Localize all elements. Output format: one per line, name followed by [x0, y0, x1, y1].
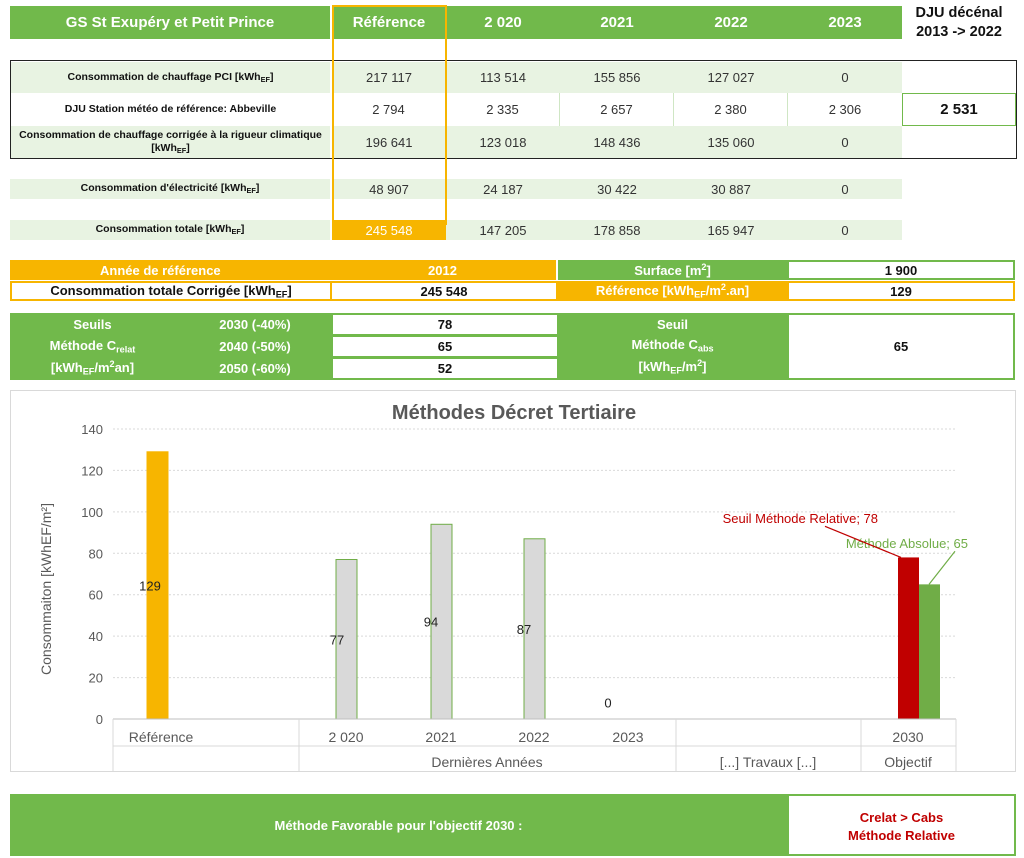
corrigee-2022: 135 060: [674, 126, 788, 158]
reference-label: Référence $[kWh_{EF}/m^2.an]$: [558, 281, 787, 301]
totale-2021: 178 858: [560, 220, 674, 240]
conso-corrigee-label: Consommation totale Corrigée [kWh$_{EF}$]: [10, 281, 332, 301]
year-2040: 2040 (-50%): [219, 339, 291, 354]
corrigee-ref: 196 641: [332, 126, 446, 158]
label-2023: 0: [604, 695, 612, 711]
year-2030: 2030 (-40%): [219, 317, 291, 332]
seuil-absolu-value: 65: [787, 313, 1015, 380]
reference-value: 129: [787, 281, 1015, 301]
row-label-dju: DJU Station météo de référence: Abbeville: [64, 102, 277, 115]
row-label-corrigee: Consommation de chauffage corrigée à la rigueur climatique [kWh$_{EF}$]: [11, 126, 330, 158]
seuil-2030-value: 78: [333, 315, 557, 334]
site-title: GS St Exupéry et Petit Prince: [10, 6, 330, 39]
label-reference: 129: [139, 578, 161, 594]
electricite-2023: 0: [788, 179, 902, 199]
methode-crelat-label: Méthode $C_{relat}$: [49, 338, 136, 355]
dju-2020: 2 335: [446, 93, 560, 126]
seuils-label: Seuils: [73, 317, 112, 332]
annee-reference-label: Année de référence: [100, 262, 221, 278]
seuil-2040-value: 65: [333, 337, 557, 356]
label-2021: 94: [423, 614, 439, 630]
surface-value: 1 900: [787, 260, 1015, 280]
label-2022: 87: [516, 621, 532, 637]
bar-seuil-relative: [898, 557, 919, 719]
dju-decennal-value: 2 531: [902, 93, 1016, 126]
row-label-chauffage: Consommation de chauffage PCI [kWh$_{EF}$]: [11, 62, 330, 93]
y-tick-label: 0: [95, 712, 103, 727]
x-group-label: [...] Travaux [...]: [719, 754, 817, 770]
y-tick-label: 120: [81, 463, 103, 479]
surface-label: Surface $[m^2]$: [558, 260, 787, 280]
col-2020: 2 020: [446, 6, 560, 39]
unit-label: $[kWh_{EF}/m^2an]$: [50, 359, 135, 377]
annee-reference-value: 2012: [428, 262, 457, 278]
row-label-electricite: Consommation d'électricité [kWh$_{EF}$]: [10, 179, 330, 199]
seuils-values-panel: [332, 313, 558, 380]
x-group-label: Dernières Années: [431, 754, 543, 770]
cabs-unit-label: $[kWh_{EF}/m^2]$: [638, 358, 707, 376]
chart: [11, 391, 1017, 773]
seuil-absolu-panel: [558, 313, 787, 380]
totale-2022: 165 947: [674, 220, 788, 240]
label-absolue: Méthode Absolue; 65: [845, 535, 968, 551]
chauffage-ref: 217 117: [332, 62, 446, 93]
bar-methode-absolue: [919, 584, 940, 719]
dju-decennal-header: DJU décénal 2013 -> 2022: [915, 5, 1003, 40]
methode-cabs-label: Méthode $C_{abs}$: [631, 337, 714, 354]
seuil-label: Seuil: [656, 317, 689, 332]
x-tick-label: 2022: [518, 729, 550, 745]
corrigee-2020: 123 018: [446, 126, 560, 158]
label-2020: 77: [329, 632, 345, 648]
totale-ref: 245 548: [332, 220, 446, 240]
col-2022: 2022: [674, 6, 788, 39]
y-tick-label: 140: [81, 422, 103, 437]
x-tick-label: 2021: [425, 729, 457, 745]
x-tick-label: 2 020: [328, 729, 364, 745]
chart-title: Méthodes Décret Tertiaire: [391, 402, 637, 424]
reference-column-highlight: [332, 5, 447, 225]
row-label-totale: Consommation totale [kWh$_{EF}$]: [10, 220, 330, 240]
label-relative: Seuil Méthode Relative; 78: [722, 511, 878, 527]
year-2050: 2050 (-60%): [219, 361, 291, 376]
footer-result: [787, 794, 1016, 856]
col-2021: 2021: [560, 6, 674, 39]
dju-2023: 2 306: [828, 102, 862, 117]
x-tick-label: Référence: [128, 729, 194, 745]
dju-2021: 2 657: [560, 93, 674, 126]
chart-ylabel: Consommaiton [kWhEF/m²]: [38, 503, 54, 675]
chauffage-2021: 155 856: [560, 62, 674, 93]
footer-label: Méthode Favorable pour l'objectif 2030 :: [10, 794, 787, 856]
chart-frame: [10, 390, 1016, 772]
x-tick-label: 2030: [892, 729, 924, 745]
y-tick-label: 60: [88, 587, 103, 603]
x-tick-label: 2023: [612, 729, 644, 745]
totale-2020: 147 205: [446, 220, 560, 240]
electricite-2021: 30 422: [560, 179, 674, 199]
electricite-ref: 48 907: [332, 179, 446, 199]
seuil-2050-value: 52: [333, 359, 557, 378]
totale-2023: 0: [788, 220, 902, 240]
leader-absolue: [929, 551, 955, 584]
y-tick-label: 20: [88, 670, 103, 686]
x-group-label: Objectif: [884, 754, 932, 770]
chauffage-2023: 0: [788, 62, 902, 93]
footer-result-line1: Crelat > Cabs: [859, 810, 944, 825]
col-2023: 2023: [788, 6, 902, 39]
y-tick-label: 40: [88, 629, 103, 645]
electricite-2020: 24 187: [446, 179, 560, 199]
chauffage-2020: 113 514: [446, 62, 560, 93]
chauffage-2022: 127 027: [674, 62, 788, 93]
corrigee-2021: 148 436: [560, 126, 674, 158]
dju-2022: 2 380: [674, 93, 788, 126]
col-reference: Référence: [332, 6, 446, 39]
footer-result-line2: Méthode Relative: [848, 828, 955, 843]
electricite-2022: 30 887: [674, 179, 788, 199]
annee-reference-row: [10, 260, 556, 280]
y-tick-label: 80: [88, 546, 103, 562]
y-tick-label: 100: [81, 504, 103, 520]
conso-corrigee-value: 245 548: [332, 281, 558, 301]
corrigee-2023: 0: [788, 126, 902, 158]
seuils-relatifs-panel: [10, 313, 332, 380]
dju-ref: 2 794: [332, 93, 446, 126]
